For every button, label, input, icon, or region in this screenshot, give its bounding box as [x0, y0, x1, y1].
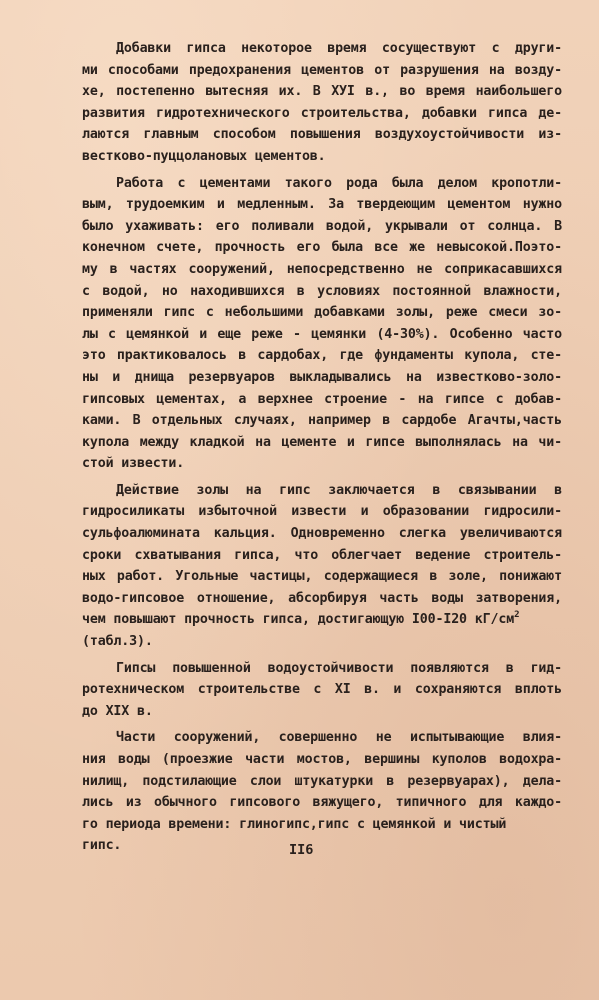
text-line: гидросиликаты избыточной извести и образовании гидросили-	[82, 504, 562, 520]
text-line: купола между кладкой на цементе и гипсе выполнялась на чи-	[82, 434, 562, 450]
text-line: ми способами предохранения цементов от разрушения на возду-	[82, 62, 562, 78]
superscript: 2	[514, 610, 520, 621]
paragraph-5	[82, 727, 562, 857]
text-line: стой извести.	[82, 456, 185, 472]
page-number: II6	[289, 842, 314, 858]
paragraph-3	[82, 480, 562, 653]
text-line: лись из обычного гипсового вяжущего, типичного для каждо-	[82, 795, 562, 811]
text-line: ных работ. Угольные частицы, содержащиеся в золе, понижают	[82, 569, 562, 585]
text-line: хе, постепенно вытесняя их. В XУI в., во время наибольшего	[82, 84, 562, 100]
text-line: нилищ, подстилающие слои штукатурки в резервуарах), дела-	[82, 773, 562, 789]
text-line	[82, 609, 562, 631]
text-line: развития гидротехнического строительства, добавки гипса де-	[82, 105, 562, 121]
body-text	[82, 38, 562, 862]
text-line: лаются главным способом повышения воздухоустойчивости из-	[82, 127, 562, 143]
text-line: вым, трудоемким и медленным. За твердеющим цементом нужно	[82, 197, 562, 213]
text-line: вестково-пуццолановых цементов.	[82, 148, 326, 164]
text-line: Добавки гипса некоторое время сосуществуют с други-	[116, 41, 562, 56]
text-line: лы с цемянкой и еще реже - цемянки (4-30%). Особенно часто	[82, 326, 562, 342]
text-line: гипсовых цементах, а верхнее строение - на гипсе с добав-	[82, 391, 562, 407]
text-line: ны и днища резервуаров выкладывались на известково-золо-	[82, 369, 562, 385]
paragraph-2	[82, 173, 562, 475]
text-line: сроки схватывания гипса, что облегчает ведение строитель-	[82, 547, 562, 563]
text-line: применяли гипс с небольшими добавками золы, реже смеси зо-	[82, 305, 562, 321]
text-line: му в частях сооружений, непосредственно не соприкасавшихся	[82, 261, 562, 277]
text-line: го периода времени: глиногипс,гипс с цемянкой и чистый	[82, 816, 507, 832]
text-line: ротехническом строительстве с XI в. и сохраняются вплоть	[82, 682, 562, 698]
text-line: Работа с цементами такого рода была делом кропотли-	[116, 175, 562, 191]
paragraph-4	[82, 658, 562, 723]
text-line: ками. В отдельных случаях, например в сардобе Агачты,часть	[82, 413, 562, 429]
text-line: сульфоалюмината кальция. Одновременно слегка увеличиваются	[82, 526, 562, 542]
strength-text: чем повышают прочность гипса, достигающую I00-I20 кГ/см	[82, 612, 515, 628]
text-line: (табл.3).	[82, 634, 153, 650]
text-line: Действие золы на гипс заключается в связывании в	[116, 482, 562, 498]
text-line: ния воды (проезжие части мостов, вершины куполов водохра-	[82, 752, 562, 767]
text-line: до XIX в.	[82, 703, 153, 719]
text-line: это практиковалось в сардобах, где фундаменты купола, сте-	[82, 348, 562, 364]
text-line: гипс.	[82, 838, 122, 854]
text-line: Части сооружений, совершенно не испытывающие влия-	[116, 730, 562, 746]
text-line: водо-гипсовое отношение, абсорбируя часть воды затворения,	[82, 590, 562, 606]
text-line: конечном счете, прочность его была все же невысокой.Поэто-	[82, 240, 562, 256]
text-line: Гипсы повышенной водоустойчивости появляются в гид-	[116, 660, 562, 676]
text-line: было ухаживать: его поливали водой, укрывали от солнца. В	[82, 218, 562, 234]
text-line: с водой, но находившихся в условиях постоянной влажности,	[82, 283, 562, 299]
paragraph-1	[82, 38, 562, 168]
